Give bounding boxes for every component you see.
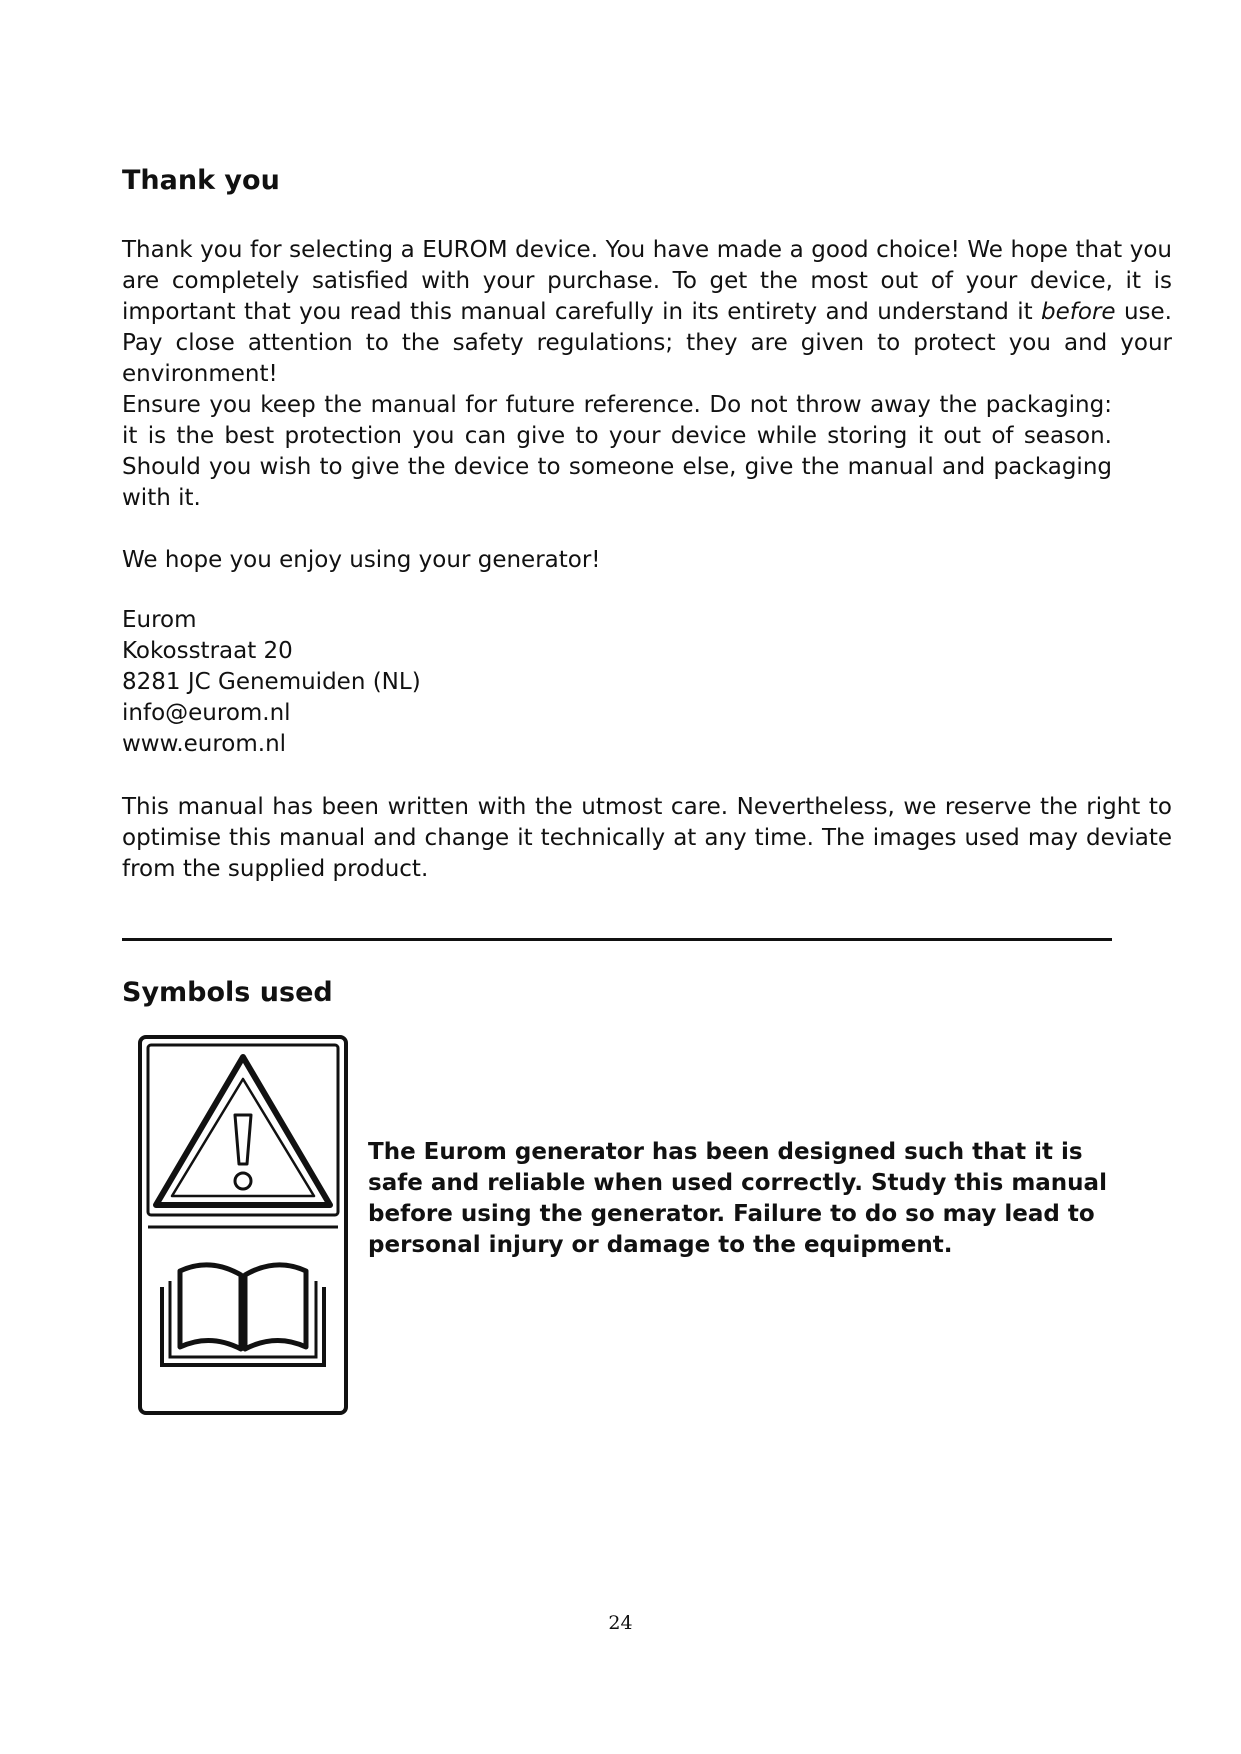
intro-emphasis: before — [1041, 299, 1116, 325]
warning-triangle-icon — [156, 1057, 330, 1205]
disclaimer-paragraph: This manual has been written with the utmost care. Nevertheless, we reserve the right to optimise this manual and change it technically at any time. The images used may deviate from the supplied product. — [122, 794, 1172, 882]
open-book-icon — [162, 1265, 324, 1365]
symbol-warning-text: The Eurom generator has been designed such that it is safe and reliable when used correctly. Study this manual before using the generator. Failure to do so may lead to personal injury or damage to the equipment. — [368, 1139, 1107, 1258]
address-block — [122, 605, 1172, 760]
symbols-used-heading: Symbols used — [122, 977, 333, 1008]
intro-text-start: Thank you for selecting a EUROM device. You have made a good choice! We hope that you are completely satisfied with your purchase. To get the most out of your device, it is important that you read this manual carefully in its entirety and understand it — [122, 237, 1172, 325]
address-website: www.eurom.nl — [122, 731, 287, 757]
warning-symbol-graphic — [138, 1035, 348, 1415]
intro-text-end: use. Pay close attention to the safety regulations; they are given to protect you and your environment! — [122, 299, 1172, 387]
keep-manual-paragraph: Ensure you keep the manual for future reference. Do not throw away the packaging: it is the best protection you can give to your device while storing it out of season. Should you wish to give the device to someone else, give the manual and packaging with it. — [122, 392, 1112, 511]
intro-paragraph — [122, 235, 1172, 390]
read-manual-warning-symbol — [138, 1035, 348, 1415]
address-email: info@eurom.nl — [122, 700, 291, 726]
thank-you-heading: Thank you — [122, 165, 280, 196]
section-divider — [122, 938, 1112, 941]
address-street: Kokosstraat 20 — [122, 638, 293, 664]
address-city: 8281 JC Genemuiden (NL) — [122, 669, 421, 695]
address-company: Eurom — [122, 607, 197, 633]
enjoy-line: We hope you enjoy using your generator! — [122, 547, 601, 573]
page-number: 24 — [608, 1612, 633, 1634]
